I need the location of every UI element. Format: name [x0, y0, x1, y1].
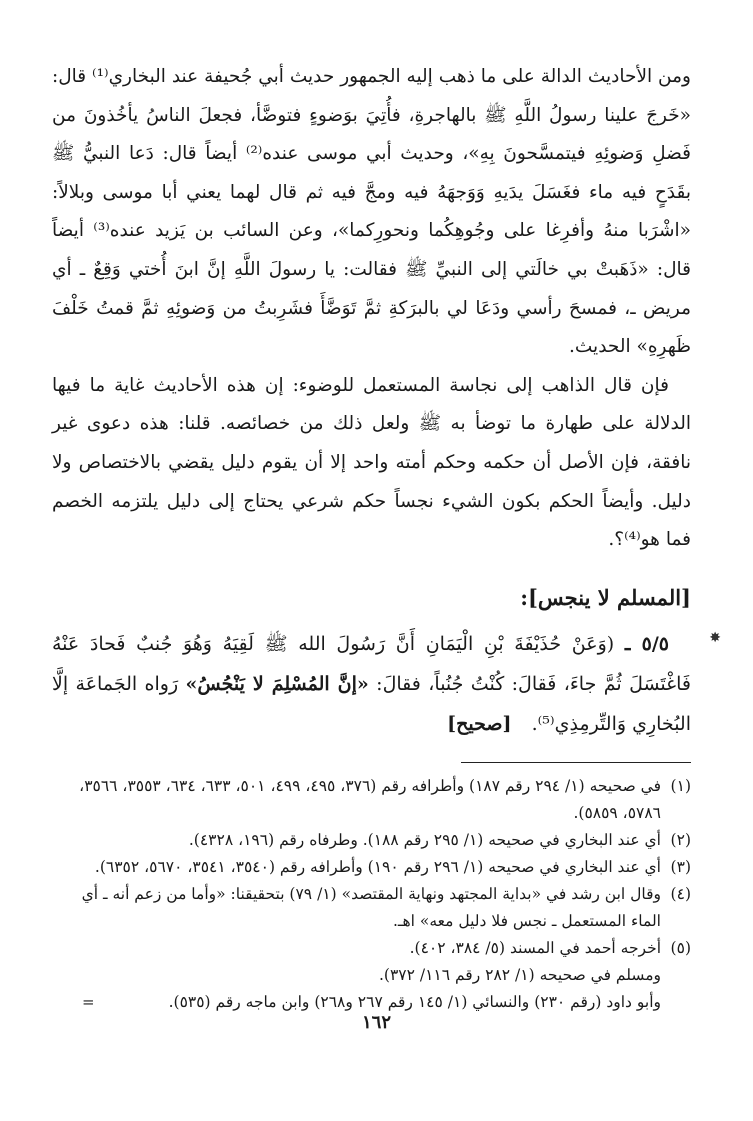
hadith-quote: «إنَّ المُسْلِمَ لا يَنْجُسُ»: [185, 672, 369, 695]
paragraph-hadiths-majority: ومن الأحاديث الدالة على ما ذهب إليه الجمهور حديث أبي جُحيفة عند البخاري⁽¹⁾ قال: «خَرجَ علينا رسولُ اللَّهِ ﷺ بالهاجرةِ، فأُتِيَ بوَضوءٍ فتوضَّأ، فجعلَ الناسُ يأخُذونَ من فَضلِ وَضوئِهِ فيتمسَّحونَ بِهِ»، وحديث أبي موسى عنده⁽²⁾ أيضاً قال: دَعا النبيُّ ﷺ بقَدَحٍ فيه ماء فغَسَلَ يدَيهِ وَوَجهَهُ فيه ومجَّ فيه ثم قال لهما يعني أبا موسى وبلالاً: «اشْرَبا منهُ وأفرِغا على وجُوهِكُما ونحورِكما»، وعن السائب بن يَزيد عنده⁽³⁾ أيضاً قال: «ذَهَبتْ بي خالَتي إلى النبيِّ ﷺ فقالت: يا رسولَ اللَّهِ إنَّ ابنَ أُختي وَقِعٌ ـ أي مريض ـ، فمسحَ رأسي ودَعَا لي بالبرَكةِ ثمَّ تَوَضَّأَ فشَرِبتُ من وَضوئِهِ ثمَّ قمتُ خَلْفَ ظَهرِهِ» الحديث.: [52, 66, 691, 358]
hadith-block: [52, 624, 721, 744]
page-number: ١٦٢: [361, 1012, 391, 1033]
footnote-5-continuation-1: ومسلم في صحيحه (١/ ٢٨٢ رقم ١١٦/ ٣٧٢).: [378, 965, 661, 984]
paragraph-response: فإن قال الذاهب إلى نجاسة المستعمل للوضوء: إن هذه الأحاديث غاية ما فيها الدلالة على طهارة ما توضأ به ﷺ ولعل ذلك من خصائصه. قلنا: هذه دعوى غير نافقة، فإن الأصل أن حكمه وحكم أمته واحد إلا أن يقوم دليل يقضي بالاختصاص ولا دليل. وأيضاً الحكم بكون الشيء نجساً حكم شرعي يحتاج إلى دليل يلتزمه الخصم فما هو⁽⁴⁾؟.: [52, 374, 691, 551]
footnote-5: (٥) أخرجه أحمد في المسند (٥/ ٣٨٤، ٤٠٢).: [409, 938, 691, 957]
hadith-number: ٥/٥ ـ: [624, 632, 670, 655]
footnote-3: (٣) أي عند البخاري في صحيحه (١/ ٢٩٦ رقم ١٩٠) وأطرافه رقم (٣٥٤٠، ٣٥٤١، ٥٦٧٠، ٦٣٥٢).: [94, 857, 691, 876]
footnote-1: (١) في صحيحه (١/ ٢٩٤ رقم ١٨٧) وأطرافه رقم (٣٧٦، ٤٩٥، ٤٩٩، ٥٠١، ٦٣٣، ٦٣٤، ٣٥٥٣، ٣٥٦٦، ٥٧٨٦، ٥٨٥٩).: [79, 776, 691, 822]
continuation-mark: =: [82, 992, 95, 1011]
section-heading: [المسلم لا ينجس]:: [520, 584, 691, 610]
footnote-4: (٤) وقال ابن رشد في «بداية المجتهد ونهاية المقتصد» (١/ ٧٩) بتحقيقنا: «وأما من زعم أنه ـ أي الماء المستعمل ـ نجس فلا دليل معه» اهـ.: [81, 884, 691, 930]
footnote-2: (٢) أي عند البخاري في صحيحه (١/ ٢٩٥ رقم ١٨٨). وطرفاه رقم (١٩٦، ٤٣٢٨).: [188, 830, 691, 849]
bullet-mark-icon: ✸: [709, 629, 721, 646]
footnotes: [52, 773, 691, 1016]
page-body: [52, 58, 721, 1016]
hadith-text-after: رَواه الجَماعَة إلَّا البُخارِي وَالتِّرمِذِي⁽⁵⁾.: [52, 672, 691, 735]
hadith-text-before: (وَعَنْ حُذَيْفَةَ بْنِ الْيَمَانِ أَنَّ رَسُولَ الله ﷺ لَقِيَهُ وَهُوَ جُنبٌ فَحادَ عَنْهُ فَاغْتَسَلَ ثُمَّ جاءَ، فَقالَ: كُنْتُ جُنُباً، فقالَ:: [52, 632, 691, 695]
hadith-grade: [صحيح]: [447, 712, 512, 735]
footnote-5-continuation-2: وأبو داود (رقم ٢٣٠) والنسائي (١/ ١٤٥ رقم ٢٦٧ و٢٦٨) وابن ماجه رقم (٥٣٥). =: [52, 989, 691, 1016]
footnote-divider: [461, 762, 691, 763]
